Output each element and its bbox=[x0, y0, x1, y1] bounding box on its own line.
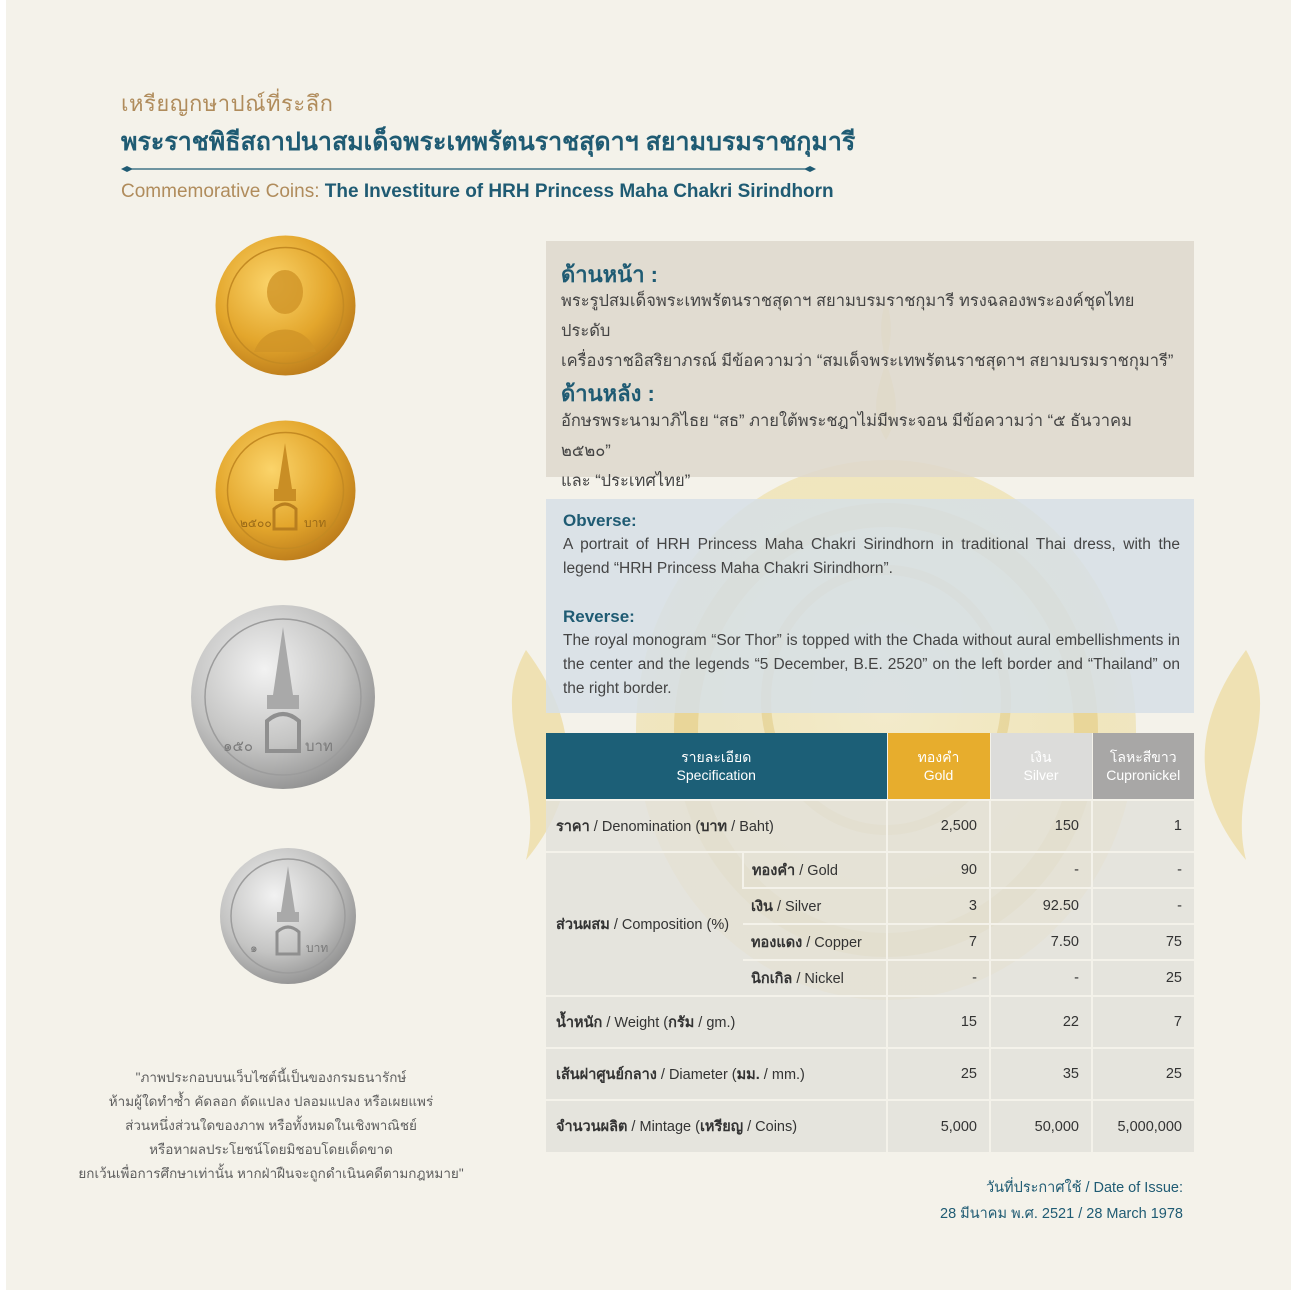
silver-coin-reverse bbox=[189, 603, 377, 791]
unit-english: / gm.) bbox=[694, 1014, 736, 1031]
obverse-line: เครื่องราชอิสริยาภรณ์ มีข้อความว่า “สมเด็จพระเทพรัตนราชสุดาฯ สยามบรมราชกุมารี” bbox=[561, 352, 1174, 370]
header-gold bbox=[887, 733, 990, 800]
composition-gold-value: 3 bbox=[887, 888, 990, 924]
metal-thai: นิกเกิล bbox=[751, 970, 793, 987]
unit-thai: บาท bbox=[700, 818, 728, 835]
label-thai: เส้นผ่าศูนย์กลาง bbox=[556, 1066, 657, 1083]
issue-date-value: 28 มีนาคม พ.ศ. 2521 / 28 March 1978 bbox=[940, 1206, 1183, 1222]
table-row-composition-gold bbox=[546, 852, 1194, 888]
metal-thai: เงิน bbox=[751, 898, 773, 915]
unit-english: / mm.) bbox=[759, 1066, 805, 1083]
obverse-line: พระรูปสมเด็จพระเทพรัตนราชสุดาฯ สยามบรมราชกุมารี ทรงฉลองพระองค์ชุดไทย ประดับ bbox=[561, 292, 1135, 340]
composition-metal bbox=[743, 924, 887, 960]
reverse-heading-thai: ด้านหลัง : bbox=[561, 381, 655, 406]
metal-english: / Silver bbox=[772, 898, 822, 915]
composition-gold-value: 90 bbox=[887, 852, 990, 888]
obverse-heading-thai: ด้านหน้า : bbox=[561, 262, 659, 287]
header-cupronickel bbox=[1092, 733, 1194, 800]
header-silver bbox=[990, 733, 1092, 800]
reverse-line: และ “ประเทศไทย” bbox=[561, 472, 691, 490]
diameter-cupronickel: 25 bbox=[1092, 1048, 1194, 1100]
composition-silver-value: - bbox=[990, 852, 1092, 888]
copyright-line: ส่วนหนึ่งส่วนใดของภาพ หรือทั้งหมดในเชิงพาณิชย์ bbox=[125, 1118, 417, 1133]
cupro-reverse-value: ๑ bbox=[250, 941, 258, 955]
metal-thai: ทองคำ bbox=[752, 862, 796, 879]
reverse-line: อักษรพระนามาภิไธย “สธ” ภายใต้พระชฎาไม่มีพระจอน มีข้อความว่า “๕ ธันวาคม ๒๕๒๐” bbox=[561, 412, 1132, 460]
metal-english: / Copper bbox=[802, 934, 862, 951]
silver-reverse-unit: บาท bbox=[305, 737, 333, 755]
gold-coin-reverse bbox=[214, 419, 357, 562]
composition-metal bbox=[743, 960, 887, 996]
reverse-heading-english: Reverse: bbox=[563, 607, 635, 626]
header-spec-english: Specification bbox=[676, 767, 756, 783]
label-english: / Diameter ( bbox=[656, 1066, 737, 1083]
description-thai-panel bbox=[546, 241, 1194, 490]
metal-english: / Gold bbox=[795, 862, 838, 879]
denomination-silver: 150 bbox=[990, 800, 1092, 852]
composition-cupro-value: - bbox=[1092, 888, 1194, 924]
page-title-english bbox=[121, 181, 834, 203]
page bbox=[6, 0, 1291, 1290]
mintage-silver: 50,000 bbox=[990, 1100, 1092, 1152]
weight-cupronickel: 7 bbox=[1092, 996, 1194, 1048]
kicker-text: เหรียญกษาปณ์ที่ระลึก bbox=[121, 91, 334, 116]
denomination-gold: 2,500 bbox=[887, 800, 990, 852]
header-silver-thai: เงิน bbox=[1030, 749, 1052, 765]
weight-label bbox=[546, 996, 887, 1048]
denomination-cupronickel: 1 bbox=[1092, 800, 1194, 852]
unit-thai: เหรียญ bbox=[699, 1119, 744, 1135]
metal-english: / Nickel bbox=[792, 970, 844, 987]
table-row-denomination bbox=[546, 800, 1194, 852]
table-row-weight bbox=[546, 996, 1194, 1048]
copyright-line: ยกเว้นเพื่อการศึกษาเท่านั้น หากฝ่าฝืนจะถูกดำเนินคดีตามกฎหมาย" bbox=[78, 1166, 464, 1181]
silver-reverse-value: ๑๕๐ bbox=[223, 737, 254, 755]
header-gold-thai: ทองคำ bbox=[917, 749, 960, 765]
composition-silver-value: 7.50 bbox=[990, 924, 1092, 960]
obverse-text-english: A portrait of HRH Princess Maha Chakri Sirindhorn in traditional Thai dress, with the legend “HRH Princess Maha Chakri Sirindhorn”. bbox=[563, 536, 1180, 577]
issue-date-label: วันที่ประกาศใช้ / Date of Issue: bbox=[986, 1180, 1183, 1196]
description-english-panel bbox=[546, 499, 1194, 713]
label-english: / Weight ( bbox=[602, 1014, 669, 1031]
diameter-silver: 35 bbox=[990, 1048, 1092, 1100]
composition-gold-value: 7 bbox=[887, 924, 990, 960]
copyright-line: ห้ามผู้ใดทำซ้ำ คัดลอก ดัดแปลง ปลอมแปลง หรือเผยแพร่ bbox=[108, 1094, 434, 1109]
unit-english: / Coins) bbox=[743, 1119, 798, 1135]
copyright-notice bbox=[76, 1066, 466, 1186]
composition-metal bbox=[743, 888, 887, 924]
label-english: / Composition (%) bbox=[609, 916, 730, 933]
diameter-label bbox=[546, 1048, 887, 1100]
label-thai: น้ำหนัก bbox=[556, 1014, 603, 1031]
copyright-line: "ภาพประกอบบนเว็บไซต์นี้เป็นของกรมธนารักษ์ bbox=[135, 1070, 407, 1085]
unit-thai: กรัม bbox=[668, 1014, 695, 1031]
header-gold-english: Gold bbox=[923, 767, 954, 783]
specification-table bbox=[546, 733, 1194, 1152]
header-cupro-thai: โลหะสีขาว bbox=[1109, 749, 1177, 765]
gold-reverse-unit: บาท bbox=[304, 516, 327, 530]
ornament-divider bbox=[121, 166, 816, 172]
table-header-row bbox=[546, 733, 1194, 800]
composition-label bbox=[546, 852, 743, 996]
weight-gold: 15 bbox=[887, 996, 990, 1048]
composition-cupro-value: - bbox=[1092, 852, 1194, 888]
composition-silver-value: 92.50 bbox=[990, 888, 1092, 924]
gold-coin-obverse bbox=[214, 234, 357, 377]
issue-date-block bbox=[940, 1175, 1183, 1227]
obverse-text-thai bbox=[561, 286, 1186, 376]
label-thai: ส่วนผสม bbox=[556, 916, 610, 933]
label-thai: ราคา bbox=[556, 818, 590, 835]
copyright-line: หรือหาผลประโยชน์โดยมิชอบโดยเด็ดขาด bbox=[149, 1142, 393, 1157]
composition-cupro-value: 75 bbox=[1092, 924, 1194, 960]
header-specification bbox=[546, 733, 887, 800]
label-english: / Mintage ( bbox=[627, 1119, 700, 1135]
composition-metal bbox=[743, 852, 887, 888]
reverse-text-english: The royal monogram “Sor Thor” is topped with the Chada without aural embellishments in the center and the legends “5 December, B.E. 2520” on the left border and “Thailand” on the right border. bbox=[563, 632, 1180, 697]
weight-silver: 22 bbox=[990, 996, 1092, 1048]
page-title-thai: พระราชพิธีสถาปนาสมเด็จพระเทพรัตนราชสุดาฯ สยามบรมราชกุมารี bbox=[121, 128, 856, 156]
metal-thai: ทองแดง bbox=[751, 934, 803, 951]
table-row-mintage bbox=[546, 1100, 1194, 1152]
composition-gold-value: - bbox=[887, 960, 990, 996]
cupronickel-coin-reverse bbox=[218, 846, 358, 986]
diameter-gold: 25 bbox=[887, 1048, 990, 1100]
mintage-label bbox=[546, 1100, 887, 1152]
cupro-reverse-unit: บาท bbox=[306, 941, 329, 955]
table-row-diameter bbox=[546, 1048, 1194, 1100]
denomination-label bbox=[546, 800, 887, 852]
obverse-heading-english: Obverse: bbox=[563, 511, 637, 530]
unit-thai: มม. bbox=[736, 1066, 760, 1083]
title-english-main: The Investiture of HRH Princess Maha Chakri Sirindhorn bbox=[324, 181, 834, 202]
header-spec-thai: รายละเอียด bbox=[681, 749, 752, 765]
header-cupro-english: Cupronickel bbox=[1106, 767, 1181, 783]
composition-silver-value: - bbox=[990, 960, 1092, 996]
unit-english: / Baht) bbox=[727, 818, 774, 835]
title-english-prefix: Commemorative Coins: bbox=[121, 181, 320, 202]
header-silver-english: Silver bbox=[1023, 767, 1059, 783]
label-english: / Denomination ( bbox=[589, 818, 701, 835]
reverse-text-thai bbox=[561, 406, 1186, 496]
mintage-gold: 5,000 bbox=[887, 1100, 990, 1152]
composition-cupro-value: 25 bbox=[1092, 960, 1194, 996]
mintage-cupronickel: 5,000,000 bbox=[1092, 1100, 1194, 1152]
gold-reverse-value: ๒๕๐๐ bbox=[240, 516, 272, 530]
label-thai: จำนวนผลิต bbox=[556, 1119, 628, 1135]
